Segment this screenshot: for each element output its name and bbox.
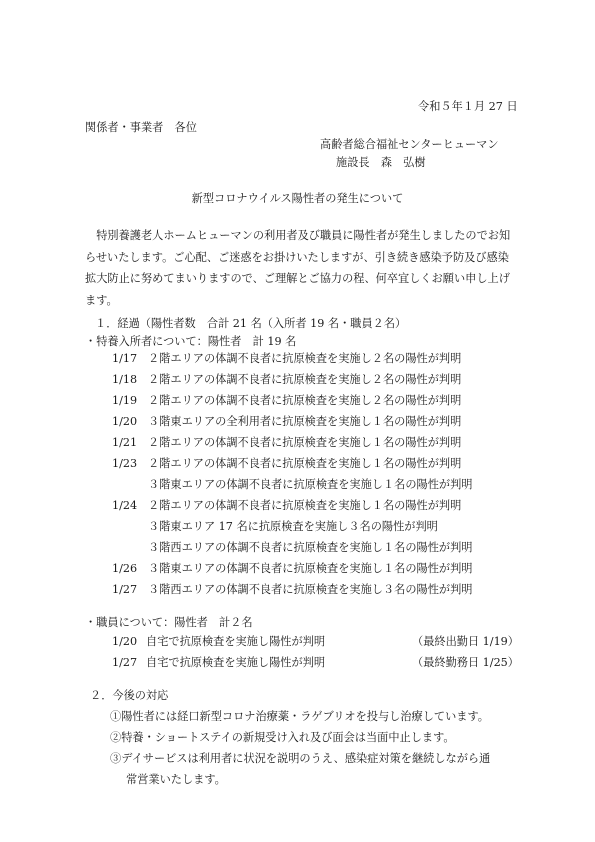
measure-text: ②特養・ショートステイの新規受け入れ及び面会は当面中止します。 [110, 731, 455, 744]
entry-text: ２階エリアの体調不良者に抗原検査を実施し２名の陽性が判明 [148, 394, 462, 407]
entry-date: 1/27 [112, 583, 138, 596]
issue-date: 令和５年１月 27 日 [418, 100, 518, 113]
measure-text: ③デイサービスは利用者に状況を説明のうえ、感染症対策を継続しながら通 [110, 752, 491, 765]
entry-date: 1/26 [112, 562, 138, 575]
entry-date: 1/27 [112, 656, 138, 669]
entry-date: 1/24 [112, 499, 138, 512]
entry-text: 自宅で抗原検査を実施し陽性が判明 [146, 656, 326, 669]
intro-paragraph: 特別養護老人ホームヒューマンの利用者及び職員に陽性者が発生しましたのでお知らせいたします。ご心配、ご迷惑をお掛けいたしますが、引き続き感染予防及び感染拡大防止に努めてまいりますので、ご理解とご協力の程、何卒宜しくお願い申し上げます。 [85, 229, 511, 308]
organization-name: 高齢者総合福祉センターヒューマン [320, 138, 499, 151]
measure-continuation: 常営業いたします。 [126, 773, 226, 786]
entry-date: 1/18 [112, 373, 138, 386]
entry-text: ２階エリアの体調不良者に抗原検査を実施し２名の陽性が判明 [148, 373, 462, 386]
document-title: 新型コロナウイルス陽性者の発生について [191, 192, 404, 205]
addressee: 関係者・事業者 各位 [85, 121, 197, 134]
entry-text: ３階東エリアの体調不良者に抗原検査を実施し１名の陽性が判明 [148, 478, 473, 491]
entry-date: 1/17 [112, 352, 138, 365]
entry-text: ３階東エリア 17 名に抗原検査を実施し３名の陽性が判明 [148, 520, 438, 533]
entry-date: 1/20 [112, 635, 138, 648]
entry-date: 1/21 [112, 436, 138, 449]
director-name: 施設長 森 弘樹 [336, 156, 426, 169]
entry-text: ２階エリアの体調不良者に抗原検査を実施し１名の陽性が判明 [148, 499, 462, 512]
entry-text: ２階エリアの体調不良者に抗原検査を実施し２名の陽性が判明 [148, 352, 462, 365]
staff-heading: ・職員について：陽性者 計２名 [85, 616, 253, 629]
section2-heading: ２．今後の対応 [90, 689, 169, 702]
entry-text: ３階西エリアの体調不良者に抗原検査を実施し３名の陽性が判明 [148, 583, 473, 596]
entry-text: 自宅で抗原検査を実施し陽性が判明 [146, 635, 326, 648]
entry-date: 1/19 [112, 394, 138, 407]
entry-text: ３階東エリアの全利用者に抗原検査を実施し１名の陽性が判明 [148, 415, 462, 428]
entry-note: （最終出勤日 1/19） [412, 635, 519, 648]
entry-date: 1/23 [112, 457, 138, 470]
entry-text: ３階東エリアの体調不良者に抗原検査を実施し１名の陽性が判明 [148, 562, 473, 575]
measure-text: ①陽性者には経口新型コロナ治療薬・ラゲブリオを投与し治療しています。 [110, 710, 489, 723]
entry-date: 1/20 [112, 415, 138, 428]
residents-heading: ・特養入所者について：陽性者 計 19 名 [85, 335, 297, 348]
entry-text: ２階エリアの体調不良者に抗原検査を実施し１名の陽性が判明 [148, 457, 462, 470]
section1-heading: １．経過（陽性者数 合計 21 名（入所者 19 名・職員２名） [95, 317, 407, 330]
entry-text: ３階西エリアの体調不良者に抗原検査を実施し１名の陽性が判明 [148, 541, 473, 554]
entry-note: （最終勤務日 1/25） [412, 656, 519, 669]
entry-text: ２階エリアの体調不良者に抗原検査を実施し１名の陽性が判明 [148, 436, 462, 449]
